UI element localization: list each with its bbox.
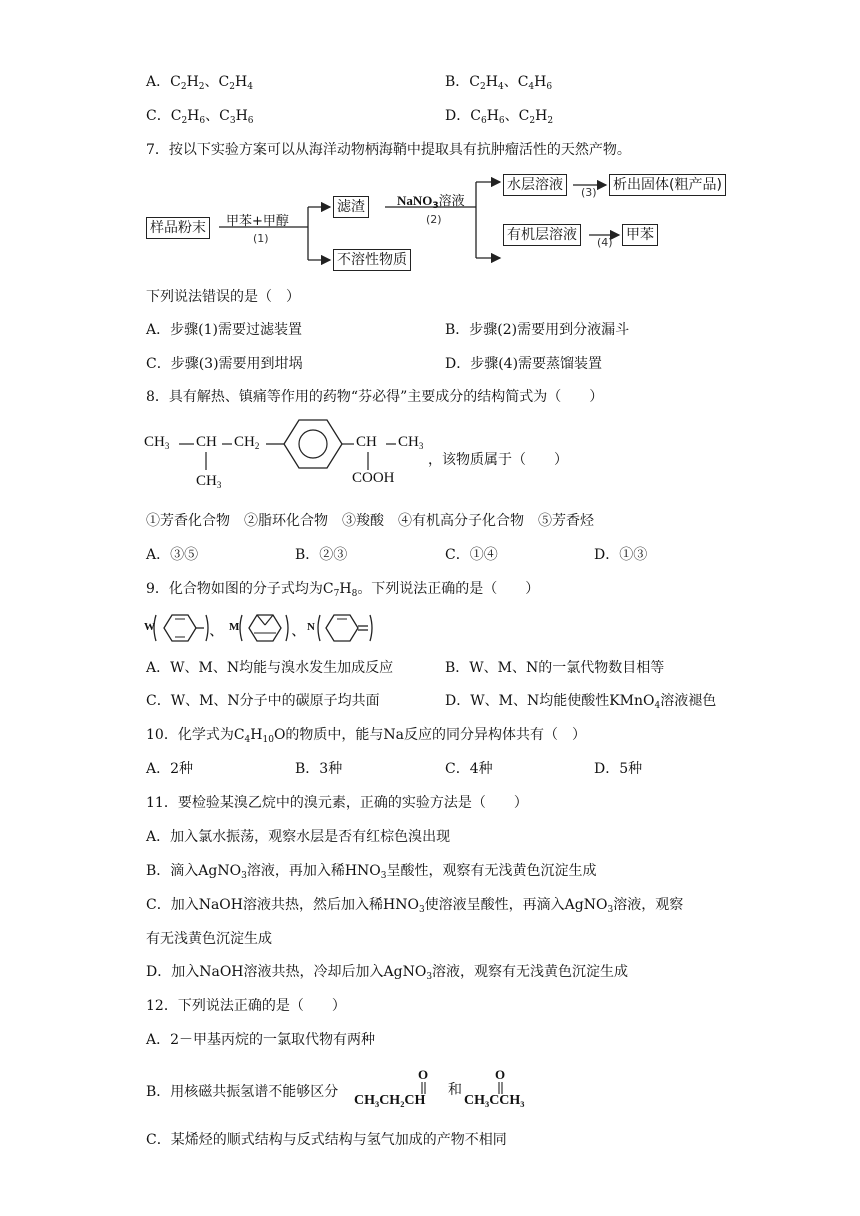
step-2-label: (2) bbox=[426, 213, 442, 226]
toluene-box: 甲苯 bbox=[622, 224, 658, 246]
q6-option-c: C．$C_2H_6$、$C_3H_6$ bbox=[146, 108, 254, 126]
q11-stem: 11．要检验某溴乙烷中的溴元素，正确的实验方法是（ ） bbox=[146, 795, 528, 811]
q8-option-d: D．①③ bbox=[594, 547, 648, 563]
q9-option-c: C．W、M、N分子中的碳原子均共面 bbox=[146, 693, 380, 709]
ch3-below: $CH_3$ bbox=[196, 473, 222, 490]
q10-option-c: C．4种 bbox=[445, 761, 493, 777]
ch3-left: $CH_3$ bbox=[144, 434, 170, 451]
ch2-group: $CH_2$ bbox=[234, 434, 260, 451]
q11-option-d: D．加入NaOH溶液共热，冷却后加入AgNO$_3$溶液，观察有无浅黄色沉淀生成 bbox=[146, 964, 629, 982]
ch3-right: $CH_3$ bbox=[398, 434, 424, 451]
label-n: N bbox=[307, 621, 315, 633]
q7-option-c: C．步骤(3)需要用到坩埚 bbox=[146, 356, 303, 372]
propanal-structure: CH₃CH₂CH bbox=[354, 1093, 426, 1108]
precipitated-solid-box: 析出固体(粗产品) bbox=[609, 174, 726, 196]
q12-b-structures bbox=[354, 1068, 554, 1114]
q10-option-a: A．2种 bbox=[146, 761, 194, 777]
q11-option-c: C．加入NaOH溶液共热，然后加入稀$HNO_3$使溶液呈酸性，再滴入AgNO$_3$溶液，观察 bbox=[146, 897, 684, 915]
q10-stem: 10．化学式为$C_4H_{10}O$的物质中，能与Na反应的同分异构体共有（ ） bbox=[146, 727, 587, 745]
q10-option-b: B．3种 bbox=[295, 761, 343, 777]
q7-flow-diagram bbox=[140, 170, 760, 275]
ch-right-group: CH bbox=[356, 434, 377, 450]
q6-option-b: B．$C_2H_4$、$C_4H_6$ bbox=[445, 74, 553, 92]
q8-option-a: A．③⑤ bbox=[146, 547, 199, 563]
q11-option-a: A．加入氯水振荡，观察水层是否有红棕色溴出现 bbox=[146, 829, 451, 845]
sep-2: 、 bbox=[292, 626, 303, 638]
acetone-structure: CH₃CCH₃ bbox=[464, 1093, 525, 1108]
q11-option-b: B．滴入AgNO$_3$溶液，再加入稀$HNO_3$呈酸性，观察有无浅黄色沉淀生成 bbox=[146, 863, 597, 881]
q6-option-a: A．$C_2H_2$、$C_2H_4$ bbox=[146, 74, 253, 92]
q9-stem: 9．化合物如图的分子式均为$C_7H_8$。下列说法正确的是（ ） bbox=[146, 581, 540, 599]
organic-layer-box: 有机层溶液 bbox=[503, 224, 581, 246]
q8-items: ①芳香化合物 ②脂环化合物 ③羧酸 ④有机高分子化合物 ⑤芳香烃 bbox=[146, 513, 594, 529]
q9-structure-drawings bbox=[144, 611, 384, 645]
aqueous-layer-box: 水层溶液 bbox=[503, 174, 567, 196]
q7-stem: 7．按以下实验方案可以从海洋动物柄海鞘中提取具有抗肿瘤活性的天然产物。 bbox=[146, 142, 631, 158]
q10-option-d: D．5种 bbox=[594, 761, 643, 777]
and-word: 和 bbox=[448, 1082, 462, 1098]
q9-option-d: D．W、M、N均能使酸性KMnO$_4$溶液褪色 bbox=[445, 693, 717, 711]
oxygen-2: O bbox=[495, 1067, 506, 1082]
q12-option-c: C．某烯烃的顺式结构与反式结构与氢气加成的产物不相同 bbox=[146, 1132, 507, 1148]
q9-structures bbox=[144, 611, 384, 645]
q8-option-b: B．②③ bbox=[295, 547, 348, 563]
label-w: W bbox=[144, 621, 155, 633]
q7-option-d: D．步骤(4)需要蒸馏装置 bbox=[445, 356, 603, 372]
residue-box: 滤渣 bbox=[333, 196, 369, 218]
insoluble-box: 不溶性物质 bbox=[333, 249, 411, 271]
reagent-nano3: NaNO$_3$溶液 bbox=[397, 193, 465, 211]
q7-option-a: A．步骤(1)需要过滤装置 bbox=[146, 322, 302, 338]
step-1-label: (1) bbox=[253, 232, 269, 245]
q9-option-b: B．W、M、N的一氯代物数目相等 bbox=[445, 660, 665, 676]
q9-option-a: A．W、M、N均能与溴水发生加成反应 bbox=[146, 660, 394, 676]
oxygen-1: O bbox=[418, 1067, 429, 1082]
q12-option-a: A．2－甲基丙烷的一氯取代物有两种 bbox=[146, 1032, 376, 1048]
sample-powder-box: 样品粉末 bbox=[146, 217, 210, 239]
q11-option-c-continued: 有无浅黄色沉淀生成 bbox=[146, 931, 272, 947]
q8-stem-tail: ，该物质属于（ ） bbox=[428, 452, 568, 468]
ch-group: CH bbox=[196, 434, 217, 450]
q7-question: 下列说法错误的是（ ） bbox=[146, 289, 300, 305]
ibuprofen-structure bbox=[144, 418, 429, 498]
q7-option-b: B．步骤(2)需要用到分液漏斗 bbox=[445, 322, 630, 338]
step-4-label: (4) bbox=[597, 236, 613, 249]
q6-option-d: D．$C_6H_6$、$C_2H_2$ bbox=[445, 108, 554, 126]
q8-stem: 8．具有解热、镇痛等作用的药物“芬必得”主要成分的结构简式为（ ） bbox=[146, 389, 604, 405]
cooh-group: COOH bbox=[352, 470, 395, 486]
q12-stem: 12．下列说法正确的是（ ） bbox=[146, 998, 346, 1014]
q8-option-c: C．①④ bbox=[445, 547, 498, 563]
step-3-label: (3) bbox=[581, 186, 597, 199]
label-m: M bbox=[229, 621, 240, 633]
sep-1: 、 bbox=[210, 626, 221, 638]
reagent-toluene-methanol: 甲苯+甲醇 bbox=[226, 214, 289, 229]
q12-option-b: B．用核磁共振氢谱不能够区分 bbox=[146, 1084, 339, 1100]
